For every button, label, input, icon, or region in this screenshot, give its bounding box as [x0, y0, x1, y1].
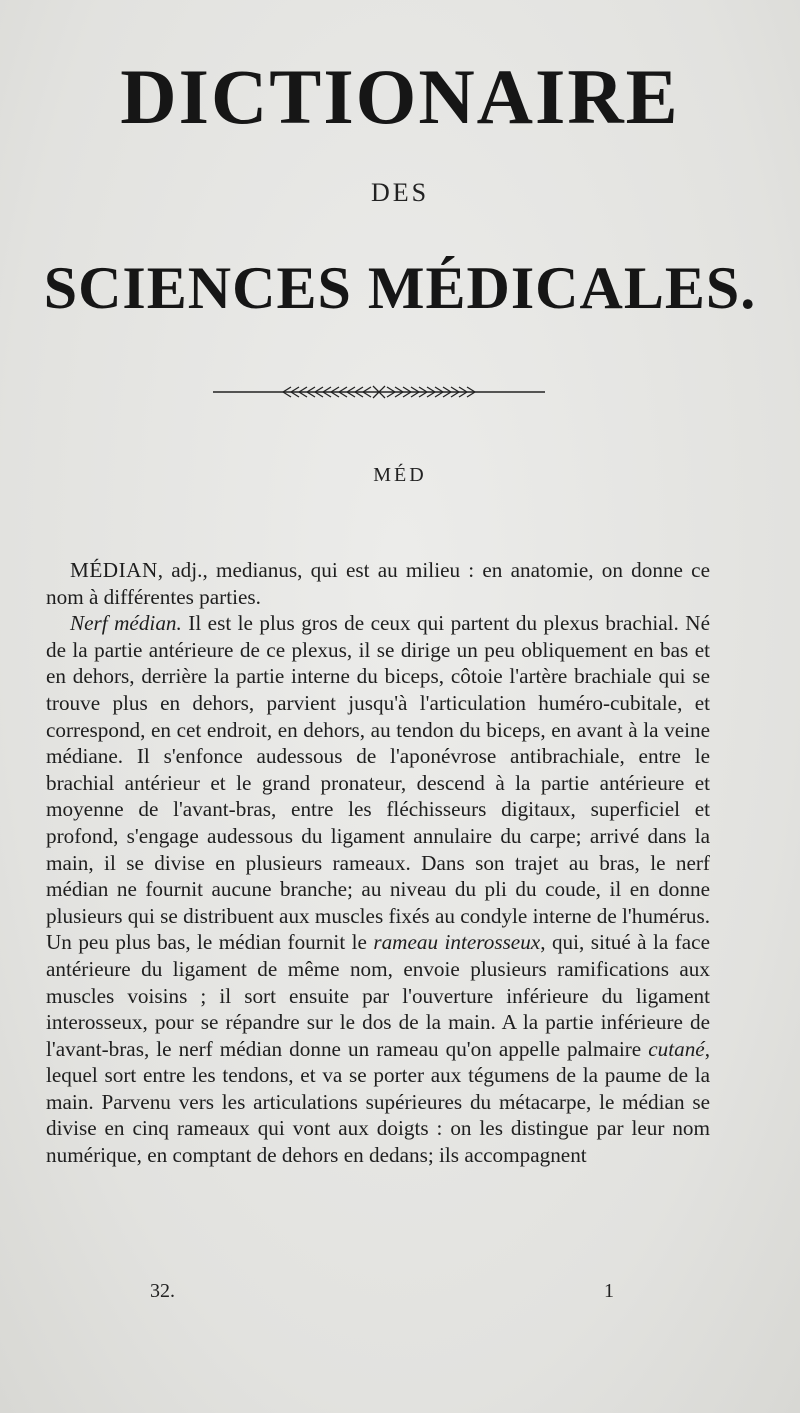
title-des: DES	[370, 178, 430, 207]
paragraph-text-a: Il est le plus gros de ceux qui partent du plexus brachial. Né de la partie antérieure de ce plexus, il se dirige un peu obliquement en bas et en dehors, derrière la partie interne du biceps, côtoie l'artère brachiale qui se trouve plus en dehors, parvient jusqu'à l'articulation huméro-cubitale, et correspond, en cet endroit, en dehors, au tendon du biceps, en avant à la veine médiane. Il s'enfonce audessous de l'aponévrose antibrachiale, entre le brachial antérieur et le grand pronateur, descend à la partie antérieure et moyenne de l'avant-bras, entre les fléchisseurs digitaux, superficiel et profond, s'engage audessous du ligament annulaire du carpe; arrivé dans la main, il se divise en plusieurs rameaux. Dans son trajet au bras, le nerf médian ne fournit aucune branche; au niveau du pli du coude, il en donne plusieurs qui se distribuent aux muscles fixés au condyle interne de l'humérus. Un peu plus bas, le médian fournit le	[46, 611, 711, 955]
entry-paragraph-2	[46, 610, 710, 1168]
page-number: 1	[604, 1280, 614, 1302]
running-head: MÉD	[373, 464, 427, 486]
term-rameau-interosseux: rameau interosseux	[373, 930, 541, 955]
page-footer	[0, 1280, 800, 1310]
term-cutane: cutané	[648, 1036, 705, 1061]
signature-mark: 32.	[150, 1280, 175, 1302]
entry-headword: MÉDIAN	[70, 558, 158, 582]
entry-body	[46, 557, 710, 1169]
entry-definition: , adj., medianus, qui est au milieu : en anatomie, on donne ce nom à différentes parties.	[46, 558, 710, 609]
title-dictionaire: DICTIONAIRE	[120, 53, 680, 140]
entry-paragraph-1	[46, 557, 710, 610]
paragraph-text-c: , lequel sort entre les tendons, et va se porter aux tégumens de la paume de la main. Parvenu vers les articulations supérieures du métacarpe, le médian se divise en cinq rameaux qui vont aux doigts : on les distingue par leur nom numérique, en comptant de dehors en dedans; ils accompagnent	[46, 1036, 710, 1168]
paragraph-text-b: , qui, situé à la face antérieure du ligament de même nom, envoie plusieurs ramifications aux muscles voisins ; il sort ensuite par l'ouverture inférieure du ligament interosseux, pour se répandre sur le dos de la main. A la partie inférieure de l'avant-bras, le nerf médian donne un rameau qu'on appelle palmaire	[46, 930, 710, 1061]
subentry-title: Nerf médian.	[70, 611, 182, 636]
ornament-rule	[213, 382, 545, 402]
title-sciences-medicales: SCIENCES MÉDICALES.	[43, 255, 757, 321]
